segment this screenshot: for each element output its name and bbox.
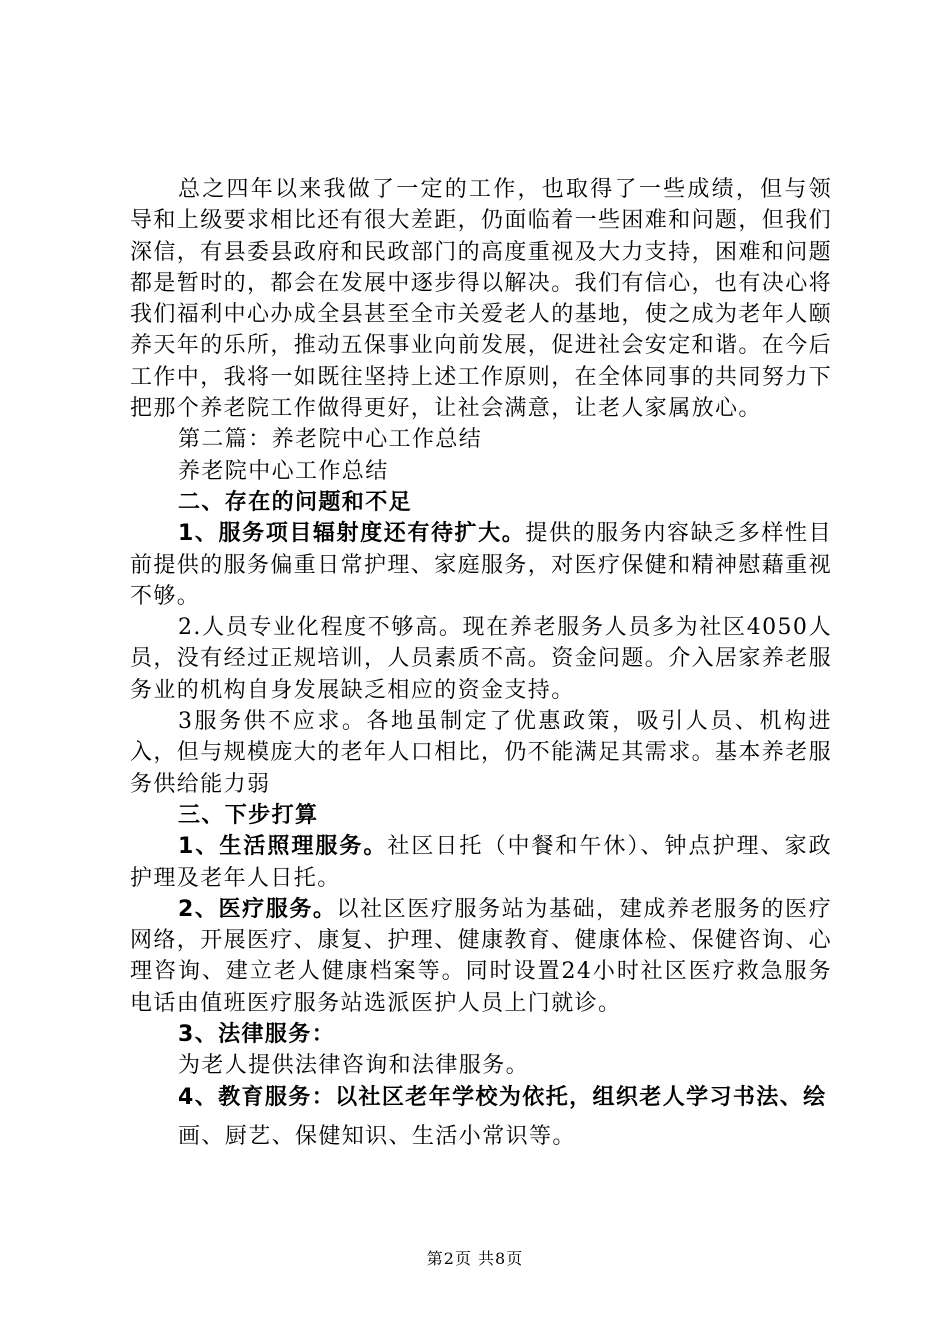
document-subtitle bbox=[130, 456, 832, 487]
paragraph-text: 4、教育服务：以社区老年学校为依托，组织老人学习书法、绘 bbox=[178, 1084, 827, 1110]
paragraph-text: 3、法律服务： bbox=[178, 1022, 336, 1048]
paragraph-plan-2 bbox=[130, 894, 832, 1019]
heading-next-steps bbox=[130, 800, 832, 831]
paragraph-text: 为老人提供法律咨询和法律服务。 bbox=[178, 1053, 530, 1079]
paragraph-text: 养老院中心工作总结 bbox=[178, 458, 389, 484]
paragraph-plan-4 bbox=[130, 1082, 832, 1113]
paragraph-plan-3-detail bbox=[130, 1050, 832, 1081]
document-body bbox=[130, 174, 832, 1152]
paragraph-text: 第二篇：养老院中心工作总结 bbox=[178, 427, 483, 453]
heading-text: 二、存在的问题和不足 bbox=[178, 489, 413, 515]
paragraph-text: 画、厨艺、保健知识、生活小常识等。 bbox=[178, 1123, 576, 1149]
paragraph-lead: 2、医疗服务。 bbox=[178, 896, 337, 922]
paragraph-problem-2 bbox=[130, 612, 832, 706]
paragraph-plan-3 bbox=[130, 1019, 832, 1050]
paragraph-lead: 1、生活照理服务。 bbox=[178, 834, 388, 860]
page-footer bbox=[0, 1246, 950, 1269]
heading-problems bbox=[130, 487, 832, 518]
paragraph-text: 3服务供不应求。各地虽制定了优惠政策，吸引人员、机构进入，但与规模庞大的老年人口相比，仍不能满足其需求。基本养老服务供给能力弱 bbox=[130, 709, 833, 797]
paragraph-text: 以社区医疗服务站为基础，建成养老服务的医疗网络，开展医疗、康复、护理、健康教育、健康体检、保健咨询、心理咨询、建立老人健康档案等。同时设置24小时社区医疗救急服务电话由值班医疗服务站选派医护人员上门就诊。 bbox=[130, 896, 833, 1016]
paragraph-problem-1 bbox=[130, 518, 832, 612]
page-number: 第2页 共8页 bbox=[426, 1249, 524, 1268]
paragraph-text: 总之四年以来我做了一定的工作，也取得了一些成绩，但与领导和上级要求相比还有很大差距，仍面临着一些困难和问题，但我们深信，有县委县政府和民政部门的高度重视及大力支持，困难和问题都是暂时的，都会在发展中逐步得以解决。我们有信心，也有决心将我们福利中心办成全县甚至全市关爱老人的基地，使之成为老年人颐养天年的乐所，推动五保事业向前发展，促进社会安定和谐。在今后工作中，我将一如既往坚持上述工作原则，在全体同事的共同努力下把那个养老院工作做得更好，让社会满意，让老人家属放心。 bbox=[130, 177, 833, 422]
paragraph-plan-4-detail bbox=[130, 1121, 832, 1152]
paragraph-text: 提供的服务内容缺乏多样性目前提供的服务偏重日常护理、家庭服务，对医疗保健和精神慰藉重视不够。 bbox=[130, 521, 833, 609]
paragraph-summary bbox=[130, 174, 832, 424]
paragraph-text: 2.人员专业化程度不够高。现在养老服务人员多为社区4050人员，没有经过正规培训，人员素质不高。资金问题。介入居家养老服务业的机构自身发展缺乏相应的资金支持。 bbox=[130, 615, 833, 703]
section-title-part2 bbox=[130, 424, 832, 455]
heading-text: 三、下步打算 bbox=[178, 802, 319, 828]
paragraph-problem-3 bbox=[130, 706, 832, 800]
paragraph-text: 社区日托（中餐和午休）、钟点护理、家政护理及老年人日托。 bbox=[130, 834, 832, 891]
paragraph-plan-1 bbox=[130, 831, 832, 894]
paragraph-lead: 1、服务项目辐射度还有待扩大。 bbox=[178, 521, 526, 547]
